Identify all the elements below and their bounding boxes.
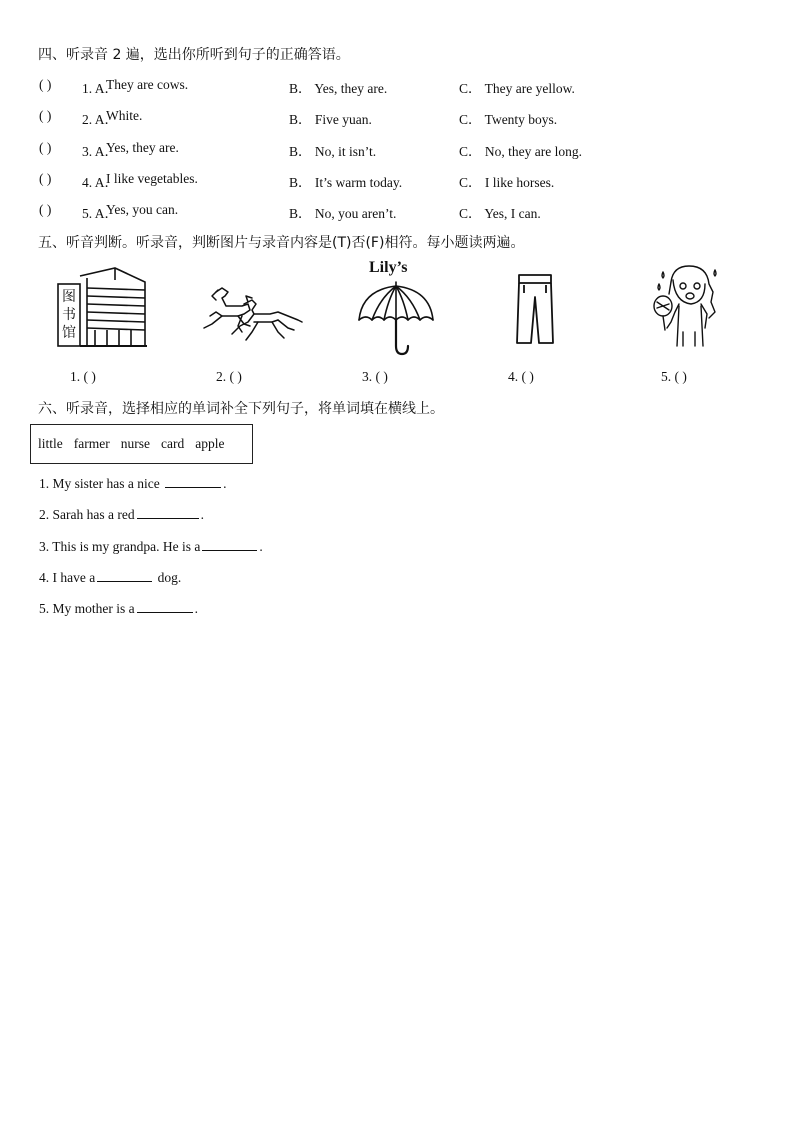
sentence-end: .: [259, 539, 263, 554]
option-b: B． No, it isn’t.: [289, 144, 377, 159]
sentence-end: .: [194, 601, 198, 616]
question-row-4: [0, 171, 794, 189]
option-b: B． Yes, they are.: [289, 81, 388, 96]
question-number: 1. A．: [82, 81, 119, 96]
sentence-text: 4. I have a: [39, 570, 96, 585]
picture-5-answer[interactable]: 5. ( ): [661, 369, 687, 384]
answer-paren[interactable]: ( ): [39, 202, 52, 217]
answer-paren[interactable]: ( ): [39, 108, 52, 123]
umbrella-caption: Lily’s: [369, 259, 408, 276]
picture-4-answer[interactable]: 4. ( ): [508, 369, 534, 384]
sentence-end: .: [223, 476, 227, 491]
running-horses-icon: [198, 282, 306, 348]
option-c: C． I like horses.: [459, 175, 555, 190]
umbrella-icon: [356, 280, 436, 356]
word-bank-item: card: [160, 436, 185, 451]
library-sign-char: 图: [62, 289, 76, 305]
fill-sentence-1: [39, 474, 226, 492]
question-row-5: [0, 202, 794, 220]
answer-blank[interactable]: [165, 474, 221, 488]
fill-sentence-3: [39, 537, 263, 555]
option-c: C． No, they are long.: [459, 144, 582, 159]
option-c: C． They are yellow.: [459, 81, 575, 96]
section5-title: 五、听音判断。听录音，判断图片与录音内容是(T)否(F)相符。每小题读两遍。: [38, 235, 525, 251]
picture-2-answer[interactable]: 2. ( ): [216, 369, 242, 384]
fill-sentence-5: [39, 599, 198, 617]
section4-title: 四、听录音 2 遍，选出你所听到句子的正确答语。: [38, 47, 350, 63]
word-bank-item: nurse: [120, 436, 150, 451]
question-number: 4. A．: [82, 175, 119, 190]
answer-blank[interactable]: [137, 505, 199, 519]
option-a: White.: [106, 108, 143, 123]
answer-paren[interactable]: ( ): [39, 140, 52, 155]
sentence-text: 1. My sister has a nice: [39, 476, 164, 491]
question-row-2: [0, 108, 794, 126]
sentence-end: dog.: [154, 570, 182, 585]
option-c: C． Yes, I can.: [459, 206, 541, 221]
sentence-text: 2. Sarah has a red: [39, 507, 135, 522]
section6-title: 六、听录音，选择相应的单词补全下列句子，将单词填在横线上。: [38, 401, 444, 417]
option-a: They are cows.: [106, 77, 189, 92]
sentence-end: .: [200, 507, 204, 522]
trousers-icon: [515, 273, 555, 347]
answer-blank[interactable]: [137, 599, 193, 613]
library-sign-char: 馆: [62, 325, 76, 341]
answer-blank[interactable]: [202, 537, 257, 551]
question-row-3: [0, 140, 794, 158]
picture-3-answer[interactable]: 3. ( ): [362, 369, 388, 384]
word-bank-item: farmer: [73, 436, 110, 451]
hot-girl-fan-icon: [649, 262, 723, 348]
sentence-text: 5. My mother is a: [39, 601, 135, 616]
option-c: C． Twenty boys.: [459, 112, 558, 127]
question-number: 3. A．: [82, 144, 119, 159]
fill-sentence-4: [39, 568, 181, 586]
sentence-text: 3. This is my grandpa. He is a: [39, 539, 201, 554]
option-b: B． No, you aren’t.: [289, 206, 397, 221]
answer-blank[interactable]: [97, 568, 152, 582]
word-bank-item: apple: [195, 436, 225, 451]
picture-1-answer[interactable]: 1. ( ): [70, 369, 96, 384]
question-row-1: [0, 77, 794, 95]
option-a: Yes, they are.: [106, 140, 179, 155]
answer-paren[interactable]: ( ): [39, 171, 52, 186]
word-bank: [30, 424, 253, 464]
option-a: I like vegetables.: [106, 171, 198, 186]
option-b: B． Five yuan.: [289, 112, 372, 127]
word-bank-item: little: [38, 436, 63, 451]
library-building-icon: [55, 266, 150, 348]
question-number: 5. A．: [82, 206, 119, 221]
option-a: Yes, you can.: [106, 202, 179, 217]
answer-paren[interactable]: ( ): [39, 77, 52, 92]
option-b: B． It’s warm today.: [289, 175, 403, 190]
question-number: 2. A．: [82, 112, 119, 127]
fill-sentence-2: [39, 505, 204, 523]
library-sign-char: 书: [62, 307, 76, 323]
